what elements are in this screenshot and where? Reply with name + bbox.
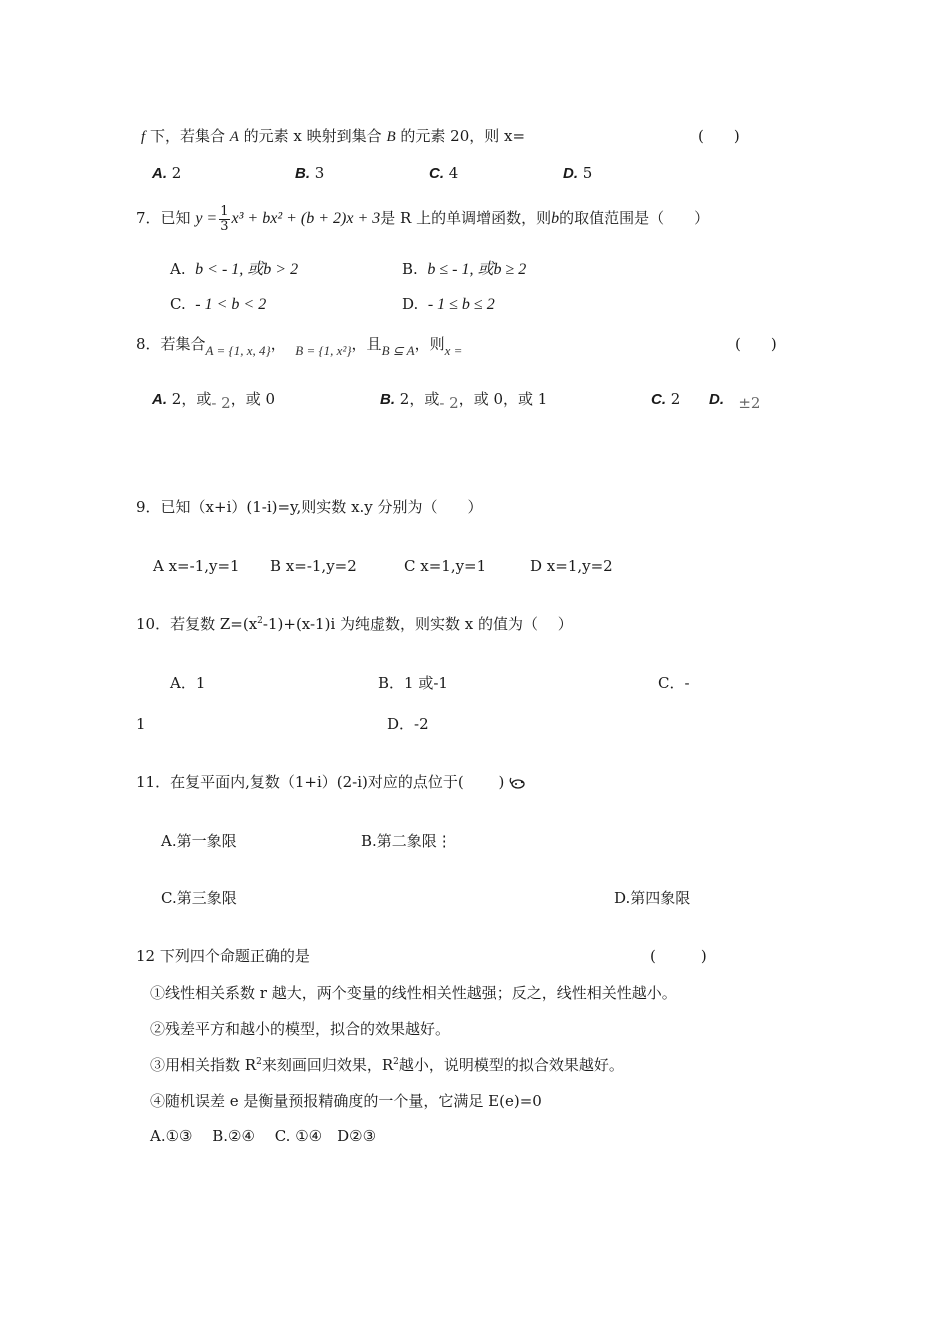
q12-statement-4: ④随机误差 e 是衡量预报精确度的一个量，它满足 E(e)=0	[150, 1092, 542, 1110]
q11-option-b[interactable]: B.第二象限⋮	[361, 832, 452, 850]
q8-subset: B ⊆ A	[381, 343, 415, 358]
q6-option-d[interactable]: D. 5	[563, 164, 593, 182]
q7-option-c[interactable]: C. - 1 < b < 2	[170, 295, 267, 313]
q6-stem: f 下，若集合 A 的元素 x 映射到集合 B 的元素 20，则 x=	[141, 127, 526, 145]
q7-fraction: $\frac{1}{3}$	[220, 203, 229, 234]
q9-option-d[interactable]: D x=1,y=2	[530, 557, 613, 575]
q6-option-b[interactable]: B. 3	[295, 164, 325, 182]
q10-option-c-wrap: 1	[136, 715, 146, 733]
q12-statement-2: ②残差平方和越小的模型，拟合的效果越好。	[150, 1020, 451, 1038]
q7-option-b[interactable]: B. b ≤ - 1, 或b ≥ 2	[402, 260, 527, 278]
q11-option-a[interactable]: A.第一象限	[161, 832, 237, 850]
q7-option-a[interactable]: A. b < - 1, 或b > 2	[170, 260, 299, 278]
q8-set-a: A = {1, x, 4}	[205, 343, 271, 358]
q8-set-b: B = {1, x²}	[295, 343, 352, 358]
q9-option-b[interactable]: B x=-1,y=2	[270, 557, 357, 575]
q11-option-d[interactable]: D.第四象限	[614, 889, 691, 907]
mouse-icon	[509, 776, 527, 793]
q7-option-d[interactable]: D. - 1 ≤ b ≤ 2	[402, 295, 495, 313]
q6-option-c[interactable]: C. 4	[429, 164, 459, 182]
q12-statement-1: ①线性相关系数 r 越大，两个变量的线性相关性越强；反之，线性相关性越小。	[150, 984, 677, 1002]
q10-option-a[interactable]: A．1	[170, 674, 206, 692]
q10-option-b[interactable]: B．1 或-1	[378, 674, 448, 692]
q9-option-a[interactable]: A x=-1,y=1	[153, 557, 240, 575]
q8-option-a[interactable]: A. 2，或- 2，或 0	[152, 390, 276, 412]
q12-stem: 12 下列四个命题正确的是	[136, 947, 310, 965]
q8-answer-paren: ( )	[735, 335, 777, 353]
q6-f: f	[141, 129, 146, 145]
q8-option-b[interactable]: B. 2，或- 2，或 0，或 1	[380, 390, 548, 412]
q8-stem: 8．若集合A = {1, x, 4}， B = {1, x²}，且B ⊆ A，则x =	[136, 335, 463, 358]
q10-option-d[interactable]: D．-2	[387, 715, 429, 733]
q11-option-c[interactable]: C.第三象限	[161, 889, 237, 907]
q7-stem: 7．已知 y = $\frac{1}{3}$ x³ + bx² + (b + 2)x + 3是 R 上的单调增函数，则b的取值范围是（ ）	[136, 203, 710, 234]
q12-answer-paren: ( )	[650, 947, 707, 965]
q10-option-c[interactable]: C．-	[658, 674, 690, 692]
q8-option-c[interactable]: C. 2	[651, 390, 681, 408]
q11-option-b-mark: ⋮	[436, 832, 452, 850]
q6-answer-paren: ( )	[698, 127, 740, 145]
q12-statement-3: ③用相关指数 $R^2$来刻画回归效果，$R^2$越小，说明模型的拟合效果越好。	[150, 1056, 624, 1074]
q12-options[interactable]: A.①③ B.②④ C. ①④ D②③	[150, 1127, 377, 1145]
q8-option-d[interactable]: D. ±2	[709, 391, 761, 412]
q9-stem: 9．已知（x+i）(1-i)=y,则实数 x.y 分别为（ ）	[136, 498, 483, 516]
q10-stem: 10．若复数 $Z=(x^2-1)+(x-1)i$ 为纯虚数，则实数 x 的值为（ ）	[136, 615, 573, 633]
q9-option-c[interactable]: C x=1,y=1	[404, 557, 487, 575]
q11-stem: 11．在复平面内,复数（1+i）(2-i)对应的点位于( )	[136, 775, 527, 793]
q6-option-a[interactable]: A. 2	[152, 164, 182, 182]
